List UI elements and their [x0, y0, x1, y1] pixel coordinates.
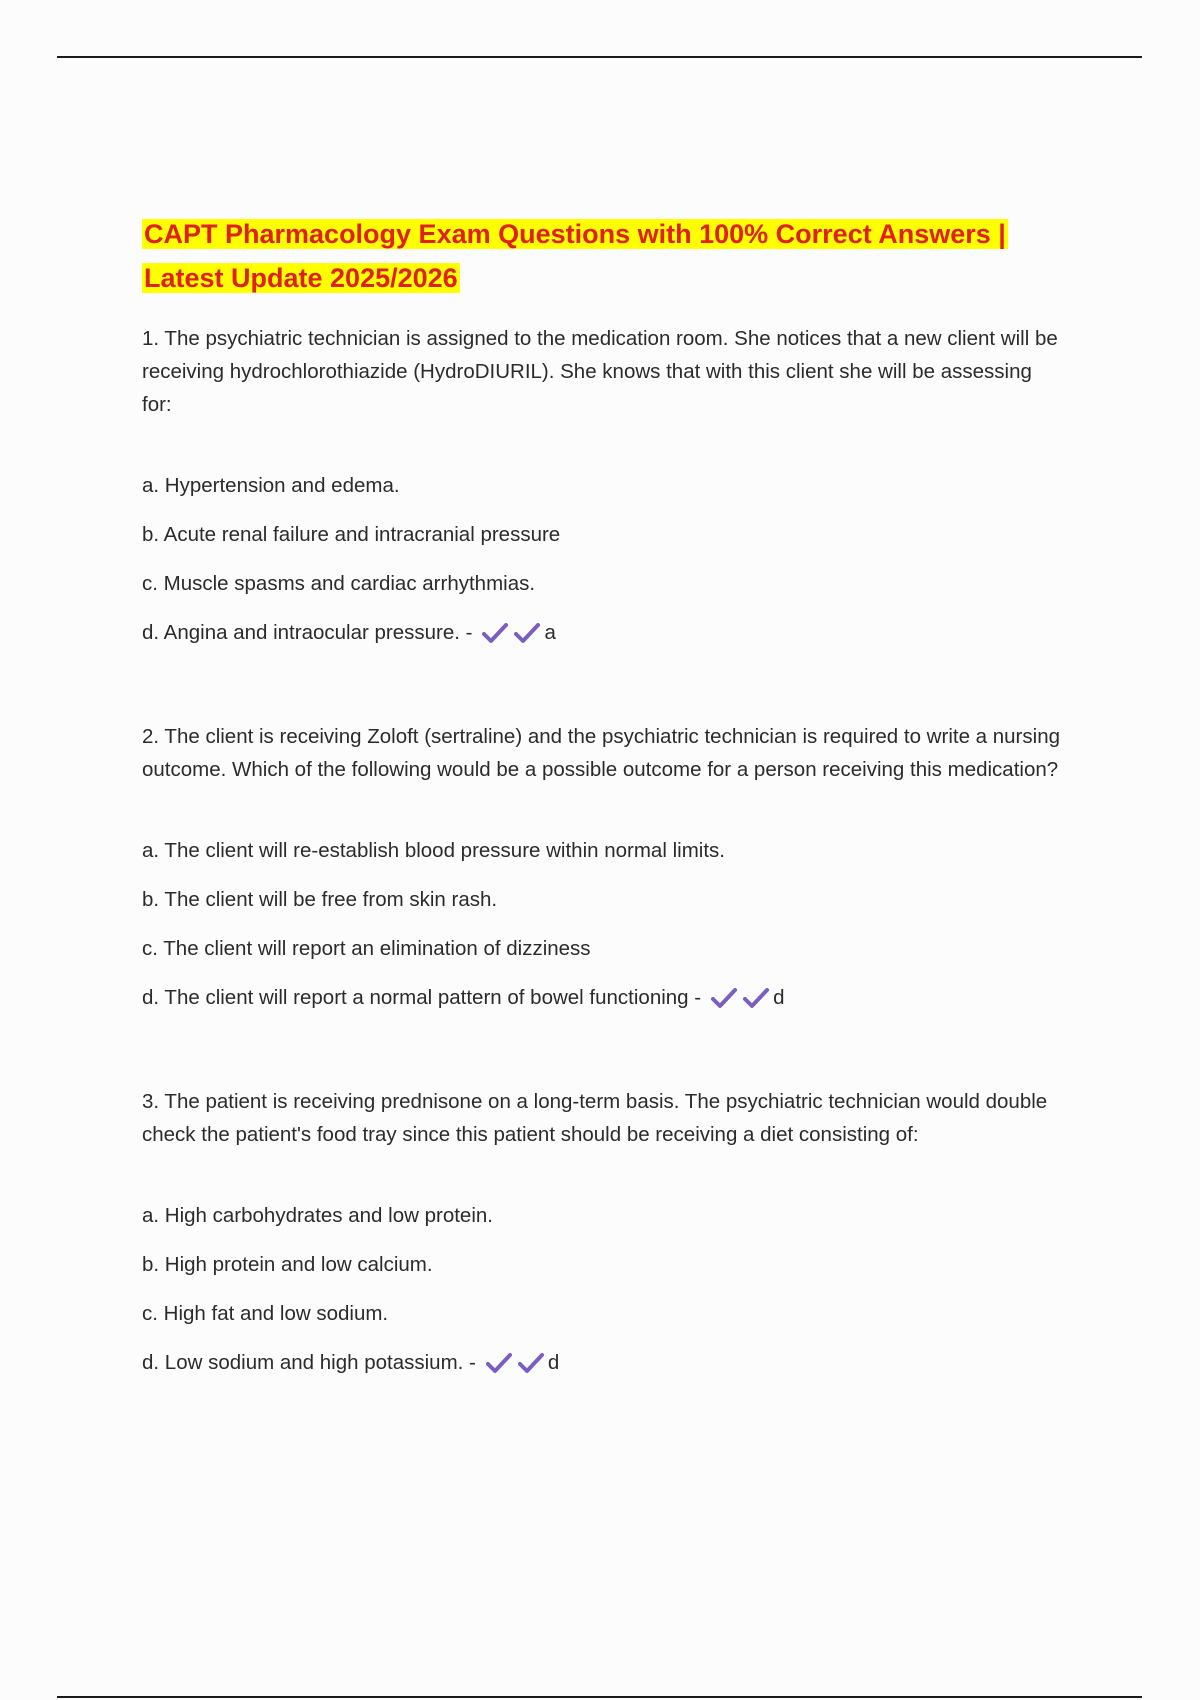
question-block-2 — [142, 720, 1062, 1012]
option-text: c. High fat and low sodium. — [142, 1302, 389, 1325]
option-text: a. The client will re-establish blood pressure within normal limits. — [142, 839, 725, 862]
answer-marks — [482, 622, 540, 644]
option-b — [142, 886, 1062, 914]
question-text: 2. The client is receiving Zoloft (sertraline) and the psychiatric technician is required to write a nursing outcome. Which of the following would be a possible outcome for a person receiving this medication? — [142, 725, 1060, 781]
answer-options — [142, 1202, 1062, 1377]
option-c — [142, 1300, 1062, 1328]
option-text: d. The client will report a normal pattern of bowel functioning - — [142, 986, 702, 1009]
check-icon — [486, 1352, 512, 1374]
option-text: c. The client will report an elimination of dizziness — [142, 937, 591, 960]
question-block-1 — [142, 322, 1062, 647]
option-a — [142, 472, 1062, 500]
option-text: c. Muscle spasms and cardiac arrhythmias. — [142, 572, 536, 595]
option-text: d. Low sodium and high potassium. - — [142, 1351, 476, 1374]
option-text: b. The client will be free from skin rash. — [142, 888, 498, 911]
check-icon — [743, 987, 769, 1009]
option-c — [142, 570, 1062, 598]
option-text: a. Hypertension and edema. — [142, 474, 400, 497]
document-body — [142, 212, 1062, 1450]
answer-options — [142, 837, 1062, 1012]
footer-rule — [57, 1696, 1142, 1698]
option-a — [142, 837, 1062, 865]
title-line-1: CAPT Pharmacology Exam Questions with 100% Correct Answers | — [144, 219, 1006, 249]
check-icon — [514, 622, 540, 644]
header-rule — [57, 56, 1142, 58]
answer-marks — [711, 987, 769, 1009]
option-b — [142, 1251, 1062, 1279]
option-c — [142, 935, 1062, 963]
option-text: d. Angina and intraocular pressure. - — [142, 621, 473, 644]
correct-answer: a — [544, 621, 556, 644]
question-block-3 — [142, 1085, 1062, 1377]
correct-answer: d — [773, 986, 785, 1009]
option-d — [142, 984, 1062, 1012]
check-icon — [482, 622, 508, 644]
option-d — [142, 619, 1062, 647]
title-line-2: Latest Update 2025/2026 — [144, 263, 458, 293]
option-d — [142, 1349, 1062, 1377]
option-text: b. Acute renal failure and intracranial pressure — [142, 523, 561, 546]
check-icon — [711, 987, 737, 1009]
option-text: b. High protein and low calcium. — [142, 1253, 433, 1276]
question-text: 1. The psychiatric technician is assigned to the medication room. She notices that a new client will be receiving hydrochlorothiazide (HydroDIURIL). She knows that with this client she will be assessing for: — [142, 327, 1058, 416]
option-a — [142, 1202, 1062, 1230]
option-text: a. High carbohydrates and low protein. — [142, 1204, 493, 1227]
check-icon — [518, 1352, 544, 1374]
answer-options — [142, 472, 1062, 647]
answer-marks — [486, 1352, 544, 1374]
document-title — [142, 212, 1062, 300]
question-text: 3. The patient is receiving prednisone on a long-term basis. The psychiatric technician would double check the patient's food tray since this patient should be receiving a diet consisting of: — [142, 1090, 1048, 1146]
correct-answer: d — [547, 1351, 560, 1374]
option-b — [142, 521, 1062, 549]
